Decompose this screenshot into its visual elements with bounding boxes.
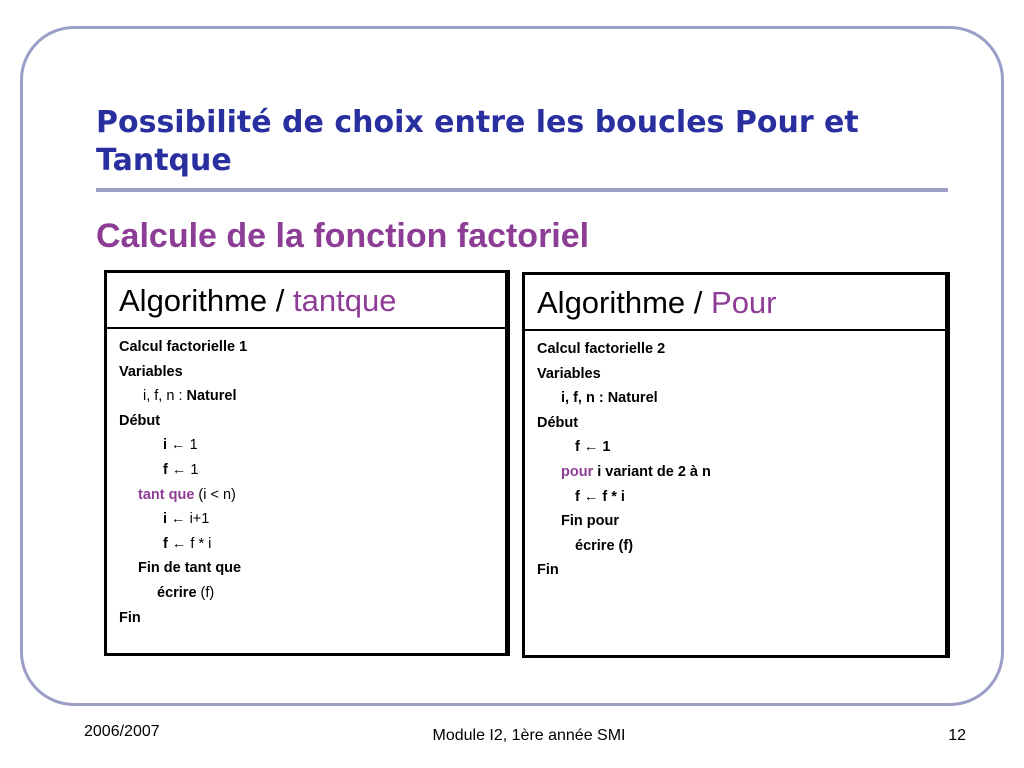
code-line: Fin xyxy=(537,562,559,579)
code-line: Début xyxy=(537,414,579,431)
code-line: écrire (f) xyxy=(575,537,634,554)
header-keyword: tantque xyxy=(293,283,397,318)
code-keyword: f xyxy=(163,461,168,478)
code-keyword: i xyxy=(163,511,168,528)
code-keyword: Naturel xyxy=(186,388,237,405)
code-block-pour xyxy=(525,331,945,583)
code-line xyxy=(119,532,505,557)
code-text: ← 1 xyxy=(167,461,199,478)
code-text: ← i+1 xyxy=(167,511,210,528)
code-block-tantque xyxy=(107,329,505,630)
code-line: Variables xyxy=(537,365,601,382)
code-line: Variables xyxy=(119,363,183,380)
code-text: i, f, n : xyxy=(143,388,187,405)
code-line xyxy=(119,483,505,508)
code-line: Début xyxy=(119,412,161,429)
code-keyword: pour xyxy=(561,463,594,480)
code-line: Calcul factorielle 2 xyxy=(537,341,666,357)
code-line xyxy=(119,384,505,409)
footer-date: 2006/2007 xyxy=(84,723,160,740)
code-text: (i < n) xyxy=(194,486,236,503)
algorithm-pour-panel xyxy=(522,272,950,658)
slide-subtitle: Calcule de la fonction factoriel xyxy=(96,217,590,255)
code-line xyxy=(119,581,505,606)
code-line xyxy=(119,433,505,458)
code-text: ← 1 xyxy=(167,437,198,454)
code-text: ← f * i xyxy=(167,535,212,552)
code-text: (f) xyxy=(196,584,215,601)
algorithm-tantque-panel xyxy=(104,270,510,656)
code-line xyxy=(119,507,505,532)
code-keyword: tant que xyxy=(138,486,195,503)
code-line: Fin pour xyxy=(561,513,619,530)
slide-title: Possibilité de choix entre les boucles Pour et Tantque xyxy=(96,105,859,178)
header-prefix: Algorithme / xyxy=(537,285,712,320)
footer-page-number: 12 xyxy=(948,727,966,744)
panel-header-tantque xyxy=(107,273,505,329)
code-line: Fin xyxy=(119,609,141,626)
title-divider xyxy=(96,188,948,192)
code-line xyxy=(119,458,505,483)
footer-course: Module I2, 1ère année SMI xyxy=(432,727,626,744)
code-line: i, f, n : Naturel xyxy=(561,390,658,407)
header-prefix: Algorithme / xyxy=(119,283,294,318)
code-text: i variant de 2 à n xyxy=(593,463,711,480)
code-keyword: i xyxy=(163,437,168,454)
code-keyword: écrire xyxy=(157,584,197,601)
code-line: f ← f * i xyxy=(575,488,625,505)
code-line: Fin de tant que xyxy=(138,560,242,577)
code-line xyxy=(537,460,945,485)
header-keyword: Pour xyxy=(711,285,777,320)
panel-header-pour xyxy=(525,275,945,331)
code-line: Calcul factorielle 1 xyxy=(119,339,248,355)
code-line: f ← 1 xyxy=(575,439,611,456)
code-keyword: f xyxy=(163,535,168,552)
